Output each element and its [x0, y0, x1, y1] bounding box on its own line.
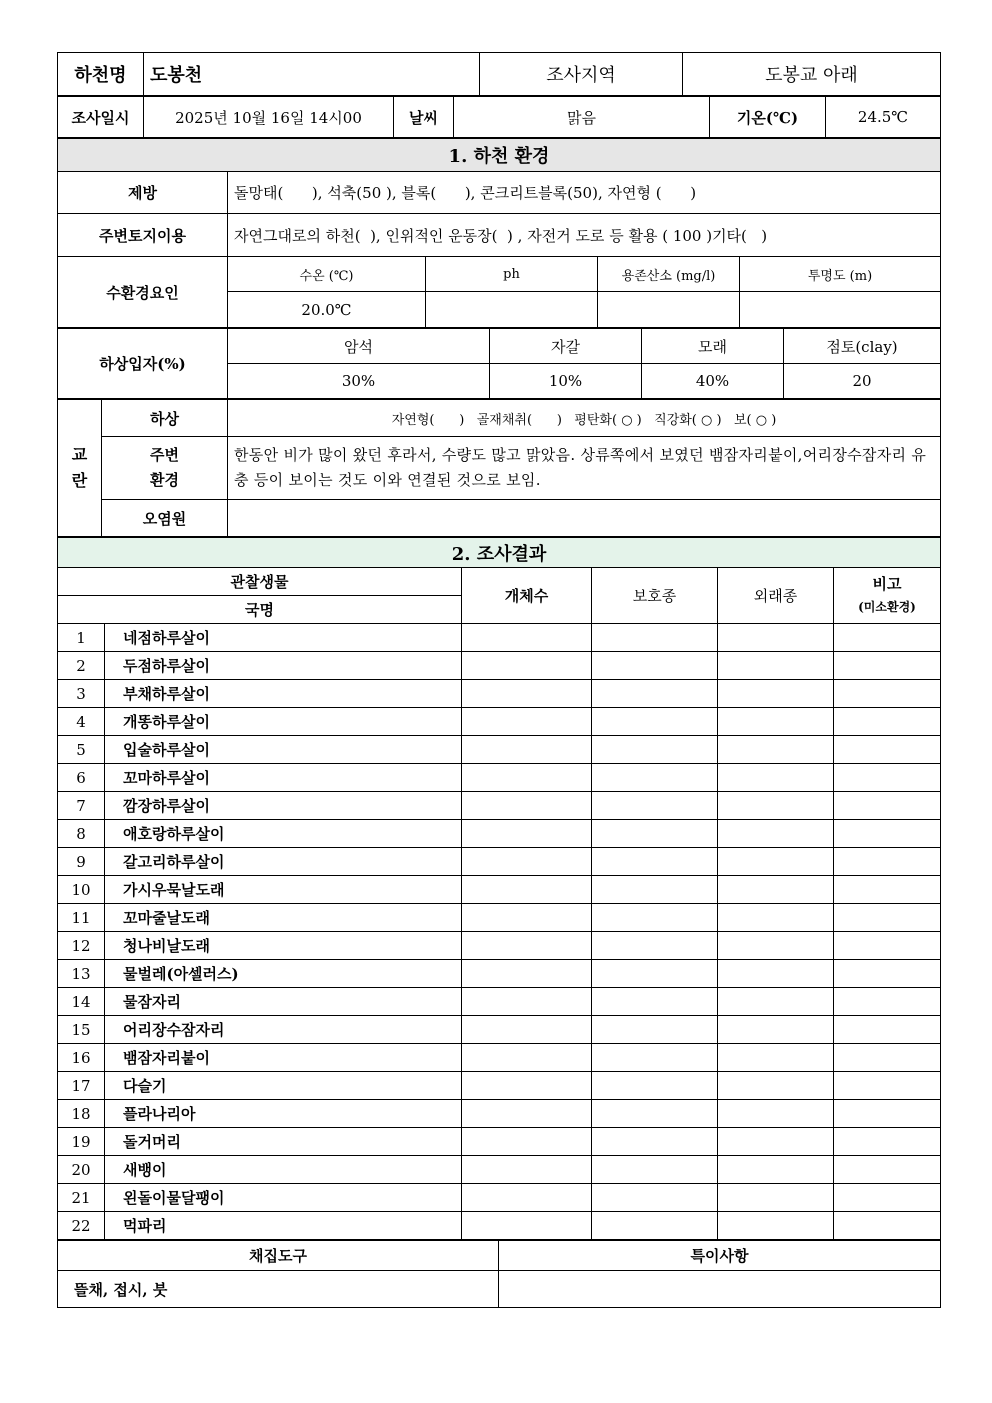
embankment-value: 돌망태( ), 석축(50 ), 블록( ), 콘크리트블록(50), 자연형 ( ): [228, 172, 941, 214]
species-number: 13: [58, 960, 105, 988]
species-protected-cell: [592, 848, 718, 876]
species-count-cell: [462, 652, 592, 680]
gravel-header: 자갈: [490, 329, 642, 364]
species-alien-cell: [718, 988, 834, 1016]
species-note-cell: [834, 1128, 941, 1156]
remarks-value: [499, 1271, 941, 1308]
species-count-cell: [462, 1212, 592, 1240]
rock-value: 30%: [228, 364, 490, 399]
dissolved-oxygen-header: 용존산소 (mg/l): [598, 257, 740, 292]
species-number: 15: [58, 1016, 105, 1044]
species-number: 21: [58, 1184, 105, 1212]
species-alien-cell: [718, 960, 834, 988]
species-number: 11: [58, 904, 105, 932]
water-environment-label: 수환경요인: [58, 257, 228, 328]
species-count-cell: [462, 820, 592, 848]
species-row: [58, 1184, 941, 1212]
species-note-cell: [834, 1156, 941, 1184]
species-note-cell: [834, 708, 941, 736]
river-environment-table: [57, 138, 941, 328]
species-row: [58, 624, 941, 652]
species-alien-cell: [718, 1100, 834, 1128]
species-name: 갈고리하루살이: [105, 848, 462, 876]
species-number: 14: [58, 988, 105, 1016]
species-count-cell: [462, 1072, 592, 1100]
species-number: 4: [58, 708, 105, 736]
land-use-value: 자연그대로의 하천( ), 인위적인 운동장( ) , 자전거 도로 등 활용 ( 100 )기타( ): [228, 214, 941, 257]
species-protected-cell: [592, 1184, 718, 1212]
species-count-cell: [462, 708, 592, 736]
species-alien-cell: [718, 820, 834, 848]
species-name: 개똥하루살이: [105, 708, 462, 736]
tools-value: 뜰채, 접시, 붓: [58, 1271, 499, 1308]
note-header: [834, 568, 941, 624]
rock-header: 암석: [228, 329, 490, 364]
sand-value: 40%: [642, 364, 784, 399]
species-number: 7: [58, 792, 105, 820]
species-alien-cell: [718, 1072, 834, 1100]
species-row: [58, 1072, 941, 1100]
species-note-cell: [834, 624, 941, 652]
species-protected-cell: [592, 792, 718, 820]
species-alien-cell: [718, 736, 834, 764]
species-alien-cell: [718, 624, 834, 652]
species-name: 돌거머리: [105, 1128, 462, 1156]
species-row: [58, 792, 941, 820]
river-name-value: 도봉천: [144, 53, 480, 96]
species-alien-cell: [718, 904, 834, 932]
species-note-cell: [834, 736, 941, 764]
species-alien-cell: [718, 680, 834, 708]
species-number: 1: [58, 624, 105, 652]
species-number: 16: [58, 1044, 105, 1072]
species-count-cell: [462, 1016, 592, 1044]
species-row: [58, 848, 941, 876]
ph-value: [426, 292, 598, 328]
species-note-cell: [834, 988, 941, 1016]
temperature-value: 24.5℃: [826, 97, 941, 138]
species-name: 두점하루살이: [105, 652, 462, 680]
surroundings-label: [102, 437, 228, 500]
species-protected-cell: [592, 1128, 718, 1156]
species-alien-cell: [718, 1156, 834, 1184]
weather-label: 날씨: [394, 97, 454, 138]
species-row: [58, 988, 941, 1016]
species-row: [58, 764, 941, 792]
section-2-title: 2. 조사결과: [58, 538, 941, 568]
pollution-label: 오염원: [102, 500, 228, 537]
species-alien-cell: [718, 652, 834, 680]
species-name: 깜장하루살이: [105, 792, 462, 820]
species-protected-cell: [592, 1156, 718, 1184]
species-protected-cell: [592, 680, 718, 708]
footer-table: [57, 1240, 941, 1308]
species-note-cell: [834, 1016, 941, 1044]
clay-value: 20: [784, 364, 941, 399]
species-alien-cell: [718, 848, 834, 876]
species-number: 9: [58, 848, 105, 876]
transparency-header: 투명도 (m): [740, 257, 941, 292]
substrate-label: 하상입자(%): [58, 329, 228, 399]
species-note-cell: [834, 960, 941, 988]
survey-date-value: 2025년 10월 16일 14시00: [144, 97, 394, 138]
species-row: [58, 680, 941, 708]
species-note-cell: [834, 876, 941, 904]
species-count-cell: [462, 988, 592, 1016]
alien-species-header: 외래종: [718, 568, 834, 624]
surroundings-value: 한동안 비가 많이 왔던 후라서, 수량도 많고 맑았음. 상류쪽에서 보였던 뱀잠자리붙이,어리장수잠자리 유충 등이 보이는 것도 이와 연결된 것으로 보임.: [228, 437, 941, 500]
species-number: 22: [58, 1212, 105, 1240]
species-protected-cell: [592, 960, 718, 988]
species-protected-cell: [592, 1072, 718, 1100]
species-note-cell: [834, 764, 941, 792]
species-name: 꼬마하루살이: [105, 764, 462, 792]
species-count-cell: [462, 624, 592, 652]
species-count-cell: [462, 932, 592, 960]
species-alien-cell: [718, 1212, 834, 1240]
species-name: 먹파리: [105, 1212, 462, 1240]
riverbed-label: 하상: [102, 400, 228, 437]
survey-area-value: 도봉교 아래: [683, 53, 941, 96]
species-note-cell: [834, 1184, 941, 1212]
species-alien-cell: [718, 764, 834, 792]
species-row: [58, 708, 941, 736]
pollution-value: [228, 500, 941, 537]
species-count-cell: [462, 1128, 592, 1156]
species-number: 2: [58, 652, 105, 680]
species-note-cell: [834, 652, 941, 680]
species-protected-cell: [592, 988, 718, 1016]
species-name: 다슬기: [105, 1072, 462, 1100]
species-note-cell: [834, 792, 941, 820]
species-count-cell: [462, 1100, 592, 1128]
species-protected-cell: [592, 624, 718, 652]
species-name: 가시우묵날도래: [105, 876, 462, 904]
species-count-cell: [462, 792, 592, 820]
observed-organism-label: 관찰생물: [58, 568, 462, 596]
species-protected-cell: [592, 904, 718, 932]
species-row: [58, 960, 941, 988]
species-count-cell: [462, 764, 592, 792]
species-protected-cell: [592, 820, 718, 848]
species-protected-cell: [592, 1100, 718, 1128]
species-alien-cell: [718, 876, 834, 904]
species-note-cell: [834, 848, 941, 876]
species-name: 네점하루살이: [105, 624, 462, 652]
species-name: 왼돌이물달팽이: [105, 1184, 462, 1212]
species-count-cell: [462, 876, 592, 904]
gravel-value: 10%: [490, 364, 642, 399]
species-row: [58, 1016, 941, 1044]
species-number: 18: [58, 1100, 105, 1128]
species-number: 3: [58, 680, 105, 708]
species-protected-cell: [592, 876, 718, 904]
weather-value: 맑음: [454, 97, 710, 138]
survey-sheet: [57, 52, 941, 1308]
species-list: [58, 624, 941, 1240]
species-number: 8: [58, 820, 105, 848]
species-protected-cell: [592, 708, 718, 736]
species-row: [58, 876, 941, 904]
species-note-cell: [834, 1072, 941, 1100]
substrate-table: [57, 328, 941, 399]
species-row: [58, 1044, 941, 1072]
species-row: [58, 652, 941, 680]
species-alien-cell: [718, 792, 834, 820]
species-row: [58, 904, 941, 932]
ph-header: ph: [426, 257, 598, 292]
korean-name-header: 국명: [58, 596, 462, 624]
species-protected-cell: [592, 932, 718, 960]
survey-results-table: [57, 537, 941, 1240]
species-name: 청나비날도래: [105, 932, 462, 960]
species-number: 19: [58, 1128, 105, 1156]
species-alien-cell: [718, 1044, 834, 1072]
species-name: 어리장수잠자리: [105, 1016, 462, 1044]
species-name: 애호랑하루살이: [105, 820, 462, 848]
clay-header: 점토(clay): [784, 329, 941, 364]
sand-header: 모래: [642, 329, 784, 364]
riverbed-value: 자연형( ) 골재채취( ) 평탄화( ○ ) 직강화( ○ ) 보( ○ ): [228, 400, 941, 437]
species-protected-cell: [592, 1212, 718, 1240]
section-1-title: 1. 하천 환경: [58, 139, 941, 172]
species-alien-cell: [718, 1016, 834, 1044]
tools-label: 채집도구: [58, 1241, 499, 1271]
surroundings-label-line-1: 주변: [150, 446, 179, 464]
species-protected-cell: [592, 1016, 718, 1044]
species-row: [58, 932, 941, 960]
species-name: 새뱅이: [105, 1156, 462, 1184]
disturbance-label: [58, 400, 102, 537]
species-note-cell: [834, 1212, 941, 1240]
note-label: 비고: [872, 575, 902, 593]
species-name: 뱀잠자리붙이: [105, 1044, 462, 1072]
species-row: [58, 820, 941, 848]
species-protected-cell: [592, 764, 718, 792]
water-temp-value: 20.0℃: [228, 292, 426, 328]
remarks-label: 특이사항: [499, 1241, 941, 1271]
species-count-cell: [462, 1184, 592, 1212]
species-count-cell: [462, 1156, 592, 1184]
species-name: 물잠자리: [105, 988, 462, 1016]
species-name: 부채하루살이: [105, 680, 462, 708]
species-note-cell: [834, 904, 941, 932]
species-alien-cell: [718, 932, 834, 960]
species-note-cell: [834, 1044, 941, 1072]
temperature-label: 기온(℃): [710, 97, 826, 138]
land-use-label: 주변토지이용: [58, 214, 228, 257]
disturbance-table: [57, 399, 941, 537]
species-count-cell: [462, 680, 592, 708]
species-row: [58, 1212, 941, 1240]
water-temp-header: 수온 (℃): [228, 257, 426, 292]
species-count-cell: [462, 904, 592, 932]
survey-area-label: 조사지역: [480, 53, 683, 96]
species-row: [58, 1128, 941, 1156]
species-number: 6: [58, 764, 105, 792]
species-name: 물벌레(아셀러스): [105, 960, 462, 988]
species-alien-cell: [718, 708, 834, 736]
species-number: 10: [58, 876, 105, 904]
species-note-cell: [834, 820, 941, 848]
survey-date-label: 조사일시: [58, 97, 144, 138]
species-count-cell: [462, 848, 592, 876]
river-name-label: 하천명: [58, 53, 144, 96]
header-table-1: [57, 52, 941, 96]
species-number: 5: [58, 736, 105, 764]
disturbance-label-text: 교란: [71, 445, 88, 490]
species-count-cell: [462, 1044, 592, 1072]
transparency-value: [740, 292, 941, 328]
note-sub-label: (미소환경): [858, 600, 916, 614]
species-count-cell: [462, 960, 592, 988]
species-note-cell: [834, 1100, 941, 1128]
species-count-cell: [462, 736, 592, 764]
species-number: 12: [58, 932, 105, 960]
species-number: 20: [58, 1156, 105, 1184]
species-alien-cell: [718, 1184, 834, 1212]
species-note-cell: [834, 680, 941, 708]
species-protected-cell: [592, 736, 718, 764]
species-name: 플라나리아: [105, 1100, 462, 1128]
dissolved-oxygen-value: [598, 292, 740, 328]
species-name: 꼬마줄날도래: [105, 904, 462, 932]
species-row: [58, 1156, 941, 1184]
species-protected-cell: [592, 1044, 718, 1072]
header-table-2: [57, 96, 941, 138]
species-note-cell: [834, 932, 941, 960]
species-row: [58, 1100, 941, 1128]
protected-species-header: 보호종: [592, 568, 718, 624]
species-number: 17: [58, 1072, 105, 1100]
count-header: 개체수: [462, 568, 592, 624]
species-protected-cell: [592, 652, 718, 680]
embankment-label: 제방: [58, 172, 228, 214]
surroundings-label-line-2: 환경: [150, 471, 179, 489]
species-name: 입술하루살이: [105, 736, 462, 764]
species-row: [58, 736, 941, 764]
species-alien-cell: [718, 1128, 834, 1156]
